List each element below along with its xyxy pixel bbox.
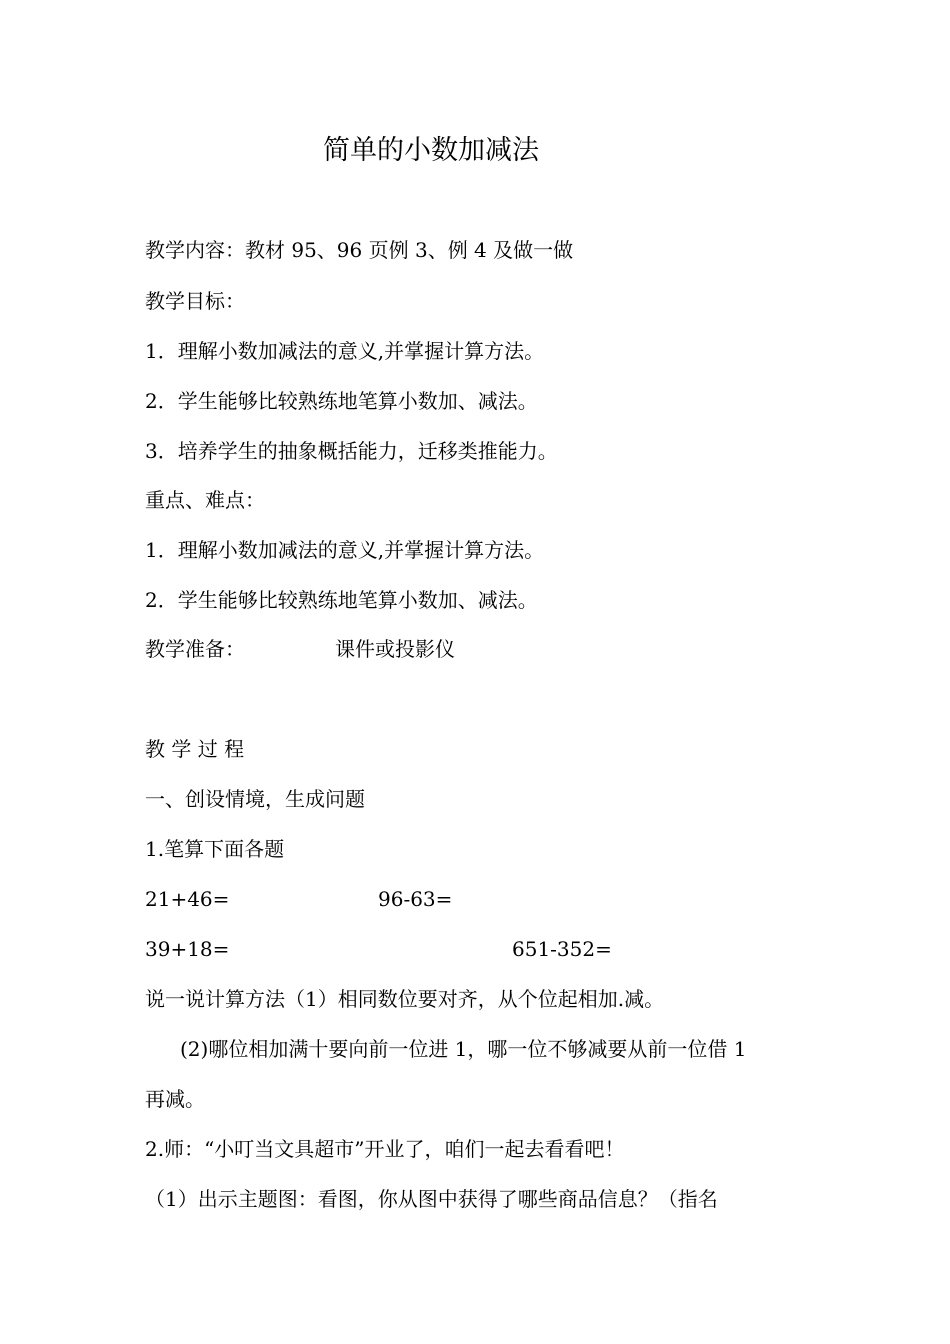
teaching-prep-value: 课件或投影仪	[335, 637, 455, 661]
task-heading: 2.师：“小叮当文具超市”开业了，咱们一起去看看吧！	[145, 1137, 625, 1161]
teaching-content-value: 教材 95、96 页例 3、例 4 及做一做	[245, 238, 574, 262]
key-points-heading: 重点、难点：	[145, 488, 265, 512]
method-text: 再减。	[145, 1087, 205, 1111]
goal-item: 2．学生能够比较熟练地笔算小数加、减法。	[145, 389, 538, 413]
exercise-left: 39+18=	[145, 937, 230, 961]
method-text: (2)哪位相加满十要向前一位进 1，哪一位不够减要从前一位借 1	[180, 1037, 747, 1061]
goals-heading: 教学目标：	[145, 289, 245, 313]
exercise-right: 96-63=	[378, 887, 453, 911]
document-title: 简单的小数加减法	[323, 135, 539, 166]
goal-item: 1．理解小数加减法的意义,并掌握计算方法。	[145, 339, 545, 363]
task-heading: 1.笔算下面各题	[145, 837, 285, 861]
method-text: 说一说计算方法（1）相同数位要对齐，从个位起相加.减。	[145, 987, 665, 1011]
teaching-prep-label: 教学准备：	[145, 637, 245, 661]
task-subitem: （1）出示主题图：看图，你从图中获得了哪些商品信息？（指名	[145, 1187, 718, 1211]
goal-item: 3．培养学生的抽象概括能力，迁移类推能力。	[145, 439, 558, 463]
teaching-prep	[145, 634, 455, 664]
process-heading: 教 学 过 程	[145, 737, 245, 761]
key-point-item: 2．学生能够比较熟练地笔算小数加、减法。	[145, 588, 538, 612]
exercise-right: 651-352=	[512, 937, 612, 961]
section-heading: 一、创设情境，生成问题	[145, 787, 365, 811]
teaching-content	[145, 235, 573, 265]
key-point-item: 1．理解小数加减法的意义,并掌握计算方法。	[145, 538, 545, 562]
teaching-content-label: 教学内容：	[145, 238, 245, 262]
exercise-left: 21+46=	[145, 887, 230, 911]
